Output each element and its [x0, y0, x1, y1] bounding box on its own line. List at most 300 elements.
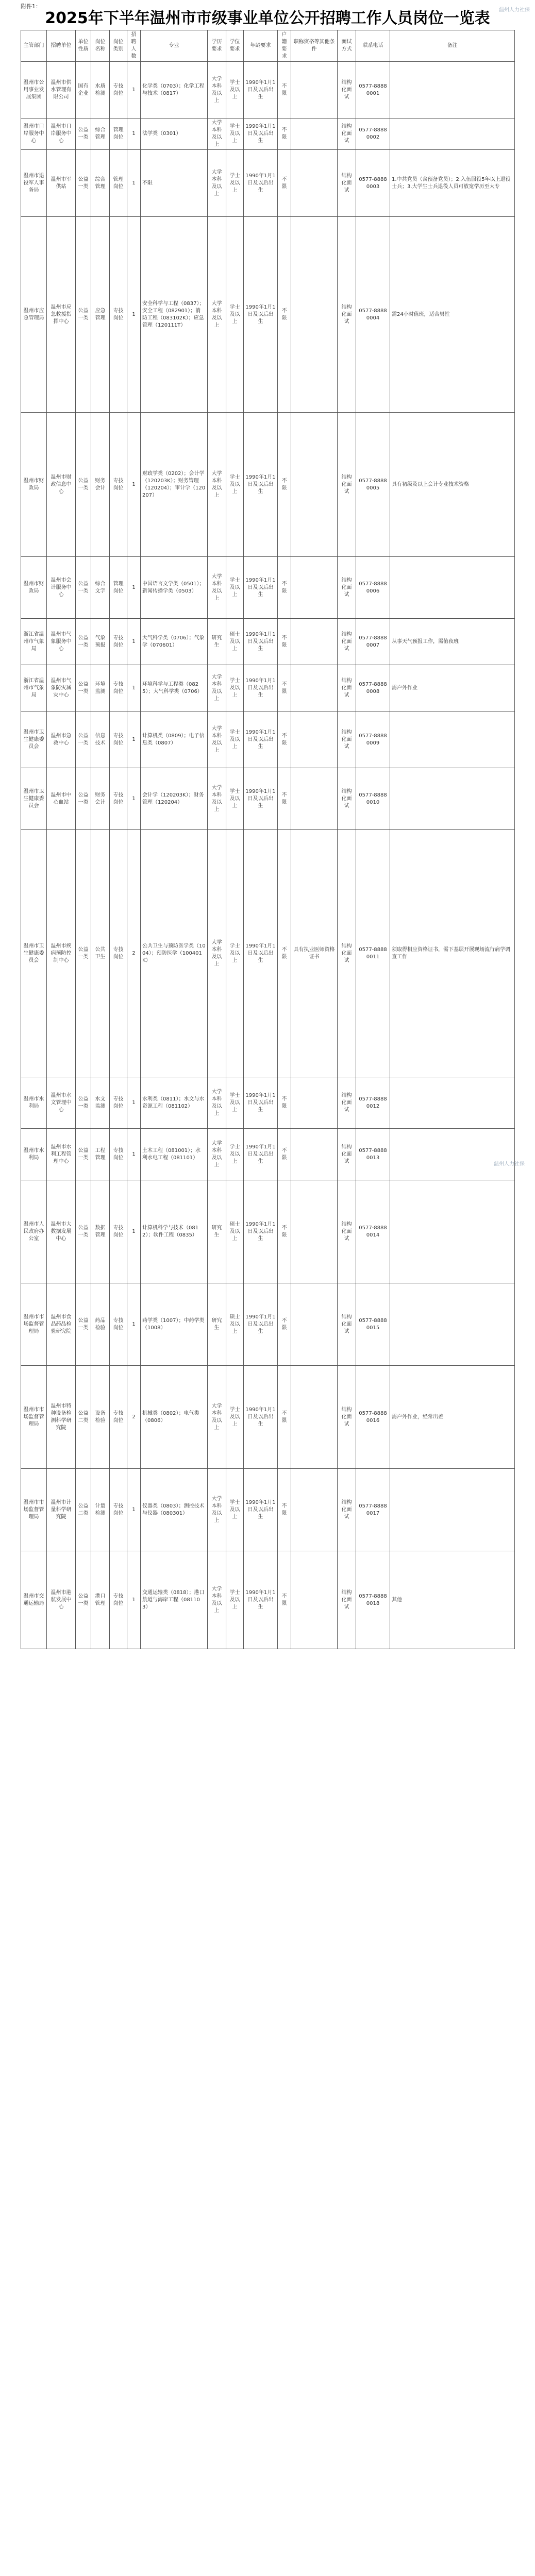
- table-cell: 1: [127, 768, 141, 830]
- table-cell: 不限: [278, 1129, 291, 1180]
- table-cell: 1: [127, 711, 141, 768]
- table-cell: 不限: [278, 768, 291, 830]
- table-cell: [291, 62, 338, 118]
- table-cell: 财务会计: [91, 413, 110, 557]
- table-cell: [390, 62, 515, 118]
- table-cell: 1990年1月1日及以后出生: [244, 1469, 278, 1551]
- table-cell: [291, 1129, 338, 1180]
- table-row: [21, 1180, 515, 1283]
- table-cell: 0577-88880009: [356, 711, 390, 768]
- table-cell: 0577-88880004: [356, 217, 390, 413]
- table-cell: 不限: [141, 150, 208, 217]
- table-cell: 0577-88880012: [356, 1077, 390, 1129]
- header-cell: 专业: [141, 30, 208, 62]
- table-cell: 专技岗位: [110, 665, 127, 711]
- table-cell: 专技岗位: [110, 1551, 127, 1649]
- table-cell: [291, 217, 338, 413]
- table-cell: 大学本科及以上: [208, 1129, 226, 1180]
- table-cell: 学士及以上: [226, 62, 244, 118]
- table-cell: 计算机科学与技术（0812）；软件工程（0835）: [141, 1180, 208, 1283]
- table-cell: [390, 1180, 515, 1283]
- table-cell: 温州市气象服务中心: [47, 619, 76, 665]
- table-cell: 0577-88880006: [356, 557, 390, 619]
- table-cell: [291, 1283, 338, 1366]
- table-cell: 不限: [278, 711, 291, 768]
- table-cell: 学士及以上: [226, 557, 244, 619]
- table-cell: 温州市急救中心: [47, 711, 76, 768]
- header-cell: 联系电话: [356, 30, 390, 62]
- table-cell: [291, 413, 338, 557]
- table-cell: 结构化面试: [338, 665, 356, 711]
- table-cell: 温州市财政局: [21, 413, 47, 557]
- table-cell: 大学本科及以上: [208, 118, 226, 150]
- table-cell: 公益二类: [76, 1366, 91, 1469]
- table-cell: 1: [127, 150, 141, 217]
- table-cell: 水文监测: [91, 1077, 110, 1129]
- table-cell: 0577-88880007: [356, 619, 390, 665]
- table-cell: 结构化面试: [338, 830, 356, 1077]
- table-row: [21, 150, 515, 217]
- table-cell: 设备检验: [91, 1366, 110, 1469]
- table-cell: 专技岗位: [110, 1077, 127, 1129]
- table-cell: 温州市财政信息中心: [47, 413, 76, 557]
- table-cell: 大学本科及以上: [208, 217, 226, 413]
- table-cell: 不限: [278, 413, 291, 557]
- table-cell: 1: [127, 665, 141, 711]
- table-cell: 1: [127, 62, 141, 118]
- table-cell: 须取得相应资格证书，需下基层开展现场流行病学调查工作: [390, 830, 515, 1077]
- table-cell: 公益一类: [76, 1129, 91, 1180]
- table-cell: 1990年1月1日及以后出生: [244, 150, 278, 217]
- table-cell: 温州市口岸服务中心: [21, 118, 47, 150]
- table-cell: 温州市水文管理中心: [47, 1077, 76, 1129]
- header-cell: 单位性质: [76, 30, 91, 62]
- table-cell: 药学类（1007）；中药学类（1008）: [141, 1283, 208, 1366]
- table-cell: 机械类（0802）；电气类（0806）: [141, 1366, 208, 1469]
- table-cell: 安全科学与工程（0837）；安全工程（082901）；消防工程（083102K）；应急管理（120111T）: [141, 217, 208, 413]
- table-cell: 1990年1月1日及以后出生: [244, 711, 278, 768]
- table-cell: 结构化面试: [338, 62, 356, 118]
- table-cell: 2: [127, 830, 141, 1077]
- table-cell: 财政学类（0202）；会计学（120203K）；财务管理（120204）；审计学（120207）: [141, 413, 208, 557]
- table-cell: 结构化面试: [338, 1077, 356, 1129]
- table-cell: 1: [127, 413, 141, 557]
- table-row: [21, 830, 515, 1077]
- header-cell: 学历要求: [208, 30, 226, 62]
- table-cell: 公益一类: [76, 619, 91, 665]
- table-row: [21, 557, 515, 619]
- table-cell: 气象预报: [91, 619, 110, 665]
- table-cell: 温州市水利局: [21, 1077, 47, 1129]
- table-cell: 1.中共党员（含预备党员）；2.入伍服役5年以上退役士兵；3.大学生士兵退役人员可放宽学历至大专: [390, 150, 515, 217]
- table-cell: 结构化面试: [338, 413, 356, 557]
- table-cell: 温州市军供站: [47, 150, 76, 217]
- table-row: [21, 768, 515, 830]
- table-cell: 温州市市场监督管理局: [21, 1366, 47, 1469]
- table-cell: 学士及以上: [226, 118, 244, 150]
- table-cell: 结构化面试: [338, 1129, 356, 1180]
- table-cell: 数据管理: [91, 1180, 110, 1283]
- table-cell: 温州市中心血站: [47, 768, 76, 830]
- table-cell: 不限: [278, 150, 291, 217]
- table-cell: 温州市气象防灾减灾中心: [47, 665, 76, 711]
- table-row: [21, 1366, 515, 1469]
- table-cell: 公共卫生与预防医学类（1004）；预防医学（100401K）: [141, 830, 208, 1077]
- table-cell: 1: [127, 118, 141, 150]
- table-cell: 不限: [278, 1283, 291, 1366]
- table-cell: 大学本科及以上: [208, 1366, 226, 1469]
- table-cell: [390, 557, 515, 619]
- table-cell: 温州市计量科学研究院: [47, 1469, 76, 1551]
- table-cell: 学士及以上: [226, 1551, 244, 1649]
- table-cell: 学士及以上: [226, 768, 244, 830]
- table-row: [21, 1077, 515, 1129]
- table-cell: 温州市疾病预防控制中心: [47, 830, 76, 1077]
- table-cell: 0577-88880018: [356, 1551, 390, 1649]
- table-cell: 学士及以上: [226, 1366, 244, 1469]
- table-cell: 温州市卫生健康委员会: [21, 768, 47, 830]
- table-cell: 公益二类: [76, 1469, 91, 1551]
- table-cell: 结构化面试: [338, 711, 356, 768]
- table-cell: 公益一类: [76, 1077, 91, 1129]
- table-cell: 温州市会计服务中心: [47, 557, 76, 619]
- table-cell: 0577-88880011: [356, 830, 390, 1077]
- table-cell: 温州市卫生健康委员会: [21, 830, 47, 1077]
- table-cell: 不限: [278, 1077, 291, 1129]
- table-cell: 学士及以上: [226, 830, 244, 1077]
- table-cell: 具有初级及以上会计专业技术资格: [390, 413, 515, 557]
- table-cell: 不限: [278, 1551, 291, 1649]
- table-cell: 1990年1月1日及以后出生: [244, 1366, 278, 1469]
- table-cell: 0577-88880016: [356, 1366, 390, 1469]
- table-cell: 药品检验: [91, 1283, 110, 1366]
- table-cell: 1: [127, 217, 141, 413]
- table-cell: 温州市应急管理局: [21, 217, 47, 413]
- table-row: [21, 1283, 515, 1366]
- table-cell: 结构化面试: [338, 217, 356, 413]
- table-cell: 不限: [278, 217, 291, 413]
- table-cell: 硕士及以上: [226, 1180, 244, 1283]
- table-cell: [291, 150, 338, 217]
- table-cell: 从事天气预报工作，需值夜班: [390, 619, 515, 665]
- table-cell: 专技岗位: [110, 413, 127, 557]
- table-cell: 1990年1月1日及以后出生: [244, 1129, 278, 1180]
- table-cell: 交通运输类（0818）；港口航道与海岸工程（081103）: [141, 1551, 208, 1649]
- table-cell: 公益一类: [76, 150, 91, 217]
- table-cell: 温州市市场监督管理局: [21, 1469, 47, 1551]
- table-cell: 专技岗位: [110, 1366, 127, 1469]
- table-cell: 1990年1月1日及以后出生: [244, 1077, 278, 1129]
- table-cell: [291, 711, 338, 768]
- table-cell: 1: [127, 1077, 141, 1129]
- table-cell: 水利类（0811）；水文与水资源工程（081102）: [141, 1077, 208, 1129]
- table-cell: 学士及以上: [226, 413, 244, 557]
- table-cell: 学士及以上: [226, 1129, 244, 1180]
- table-cell: 不限: [278, 1469, 291, 1551]
- table-cell: 结构化面试: [338, 619, 356, 665]
- header-cell: 主管部门: [21, 30, 47, 62]
- table-cell: 温州市口岸服务中心: [47, 118, 76, 150]
- table-cell: 公益一类: [76, 665, 91, 711]
- table-row: [21, 1469, 515, 1551]
- table-cell: 1990年1月1日及以后出生: [244, 413, 278, 557]
- table-cell: 大学本科及以上: [208, 1551, 226, 1649]
- table-cell: 会计学（120203K）；财务管理（120204）: [141, 768, 208, 830]
- table-cell: 管理岗位: [110, 118, 127, 150]
- table-cell: 温州市人民政府办公室: [21, 1180, 47, 1283]
- page-title: 2025年下半年温州市市级事业单位公开招聘工作人员岗位一览表: [45, 9, 490, 27]
- table-cell: 公益一类: [76, 1180, 91, 1283]
- table-cell: 1990年1月1日及以后出生: [244, 62, 278, 118]
- table-cell: 硕士及以上: [226, 1283, 244, 1366]
- table-cell: 大学本科及以上: [208, 62, 226, 118]
- table-cell: 化学类（0703）；化学工程与技术（0817）: [141, 62, 208, 118]
- table-cell: 专技岗位: [110, 1469, 127, 1551]
- table-cell: 专技岗位: [110, 830, 127, 1077]
- table-row: [21, 1129, 515, 1180]
- table-cell: 信息技术: [91, 711, 110, 768]
- table-cell: 学士及以上: [226, 150, 244, 217]
- table-cell: 研究生: [208, 1283, 226, 1366]
- table-cell: 大学本科及以上: [208, 711, 226, 768]
- table-cell: 环境监测: [91, 665, 110, 711]
- table-cell: 大学本科及以上: [208, 557, 226, 619]
- table-cell: 水质检测: [91, 62, 110, 118]
- table-row: [21, 413, 515, 557]
- table-cell: 1990年1月1日及以后出生: [244, 1551, 278, 1649]
- table-cell: 0577-88880003: [356, 150, 390, 217]
- table-header-row: [21, 30, 515, 62]
- table-cell: 大学本科及以上: [208, 1077, 226, 1129]
- table-cell: 不限: [278, 118, 291, 150]
- table-cell: [291, 1469, 338, 1551]
- table-cell: 管理岗位: [110, 557, 127, 619]
- table-cell: 不限: [278, 619, 291, 665]
- table-cell: 大气科学类（0706）；气象学（070601）: [141, 619, 208, 665]
- table-cell: 公益一类: [76, 217, 91, 413]
- table-cell: 研究生: [208, 619, 226, 665]
- table-cell: 大学本科及以上: [208, 1469, 226, 1551]
- table-cell: 浙江省温州市气象局: [21, 665, 47, 711]
- table-cell: [291, 557, 338, 619]
- table-cell: 公益一类: [76, 830, 91, 1077]
- table-row: [21, 711, 515, 768]
- table-cell: 温州市应急救援指挥中心: [47, 217, 76, 413]
- table-cell: 综合管理: [91, 118, 110, 150]
- table-row: [21, 665, 515, 711]
- table-cell: 不限: [278, 62, 291, 118]
- table-cell: 学士及以上: [226, 711, 244, 768]
- table-cell: 土木工程（081001）；水利水电工程（081101）: [141, 1129, 208, 1180]
- table-cell: 大学本科及以上: [208, 665, 226, 711]
- table-cell: 不限: [278, 830, 291, 1077]
- header-cell: 招聘人数: [127, 30, 141, 62]
- table-cell: 结构化面试: [338, 1283, 356, 1366]
- table-cell: 公益一类: [76, 1283, 91, 1366]
- table-cell: 1990年1月1日及以后出生: [244, 665, 278, 711]
- table-cell: 1990年1月1日及以后出生: [244, 217, 278, 413]
- table-cell: 0577-88880017: [356, 1469, 390, 1551]
- table-cell: 温州市水利局: [21, 1129, 47, 1180]
- table-cell: 1990年1月1日及以后出生: [244, 118, 278, 150]
- table-cell: [390, 118, 515, 150]
- table-cell: 不限: [278, 1366, 291, 1469]
- table-cell: 应急管理: [91, 217, 110, 413]
- table-cell: 公益一类: [76, 768, 91, 830]
- watermark: 温州人力社保: [494, 1161, 525, 1167]
- table-cell: 公共卫生: [91, 830, 110, 1077]
- table-cell: 结构化面试: [338, 1551, 356, 1649]
- table-row: [21, 62, 515, 118]
- table-cell: 不限: [278, 557, 291, 619]
- table-cell: 温州市市场监督管理局: [21, 1283, 47, 1366]
- table-cell: 0577-88880010: [356, 768, 390, 830]
- table-cell: 专技岗位: [110, 619, 127, 665]
- table-cell: 结构化面试: [338, 1180, 356, 1283]
- table-cell: 仪器类（0803）；测控技术与仪器（080301）: [141, 1469, 208, 1551]
- table-cell: 学士及以上: [226, 1077, 244, 1129]
- table-cell: 1990年1月1日及以后出生: [244, 768, 278, 830]
- table-row: [21, 217, 515, 413]
- table-cell: 1: [127, 1180, 141, 1283]
- table-cell: [291, 619, 338, 665]
- table-cell: 专技岗位: [110, 62, 127, 118]
- table-cell: 需户外作业: [390, 665, 515, 711]
- table-cell: 温州市财政局: [21, 557, 47, 619]
- table-cell: 学士及以上: [226, 1469, 244, 1551]
- table-cell: 大学本科及以上: [208, 768, 226, 830]
- table-cell: 大学本科及以上: [208, 150, 226, 217]
- table-cell: 财务会计: [91, 768, 110, 830]
- table-cell: 法学类（0301）: [141, 118, 208, 150]
- table-cell: 1: [127, 1283, 141, 1366]
- table-cell: 温州市供水管理有限公司: [47, 62, 76, 118]
- table-cell: [291, 665, 338, 711]
- table-cell: 计量检测: [91, 1469, 110, 1551]
- table-cell: 公益一类: [76, 711, 91, 768]
- table-cell: 1: [127, 1129, 141, 1180]
- table-cell: 研究生: [208, 1180, 226, 1283]
- table-cell: 专技岗位: [110, 1129, 127, 1180]
- table-row: [21, 118, 515, 150]
- header-cell: 职称资格等其他条件: [291, 30, 338, 62]
- table-row: [21, 619, 515, 665]
- table-cell: [390, 1129, 515, 1180]
- watermark: 温州人力社保: [499, 7, 530, 13]
- table-cell: 结构化面试: [338, 150, 356, 217]
- table-cell: 1990年1月1日及以后出生: [244, 830, 278, 1077]
- table-cell: 结构化面试: [338, 118, 356, 150]
- table-cell: 1990年1月1日及以后出生: [244, 1180, 278, 1283]
- table-cell: 1: [127, 557, 141, 619]
- table-cell: [291, 768, 338, 830]
- table-cell: 温州市港航发展中心: [47, 1551, 76, 1649]
- table-cell: 专技岗位: [110, 768, 127, 830]
- header-cell: 户籍要求: [278, 30, 291, 62]
- header-cell: 招聘单位: [47, 30, 76, 62]
- table-cell: 0577-88880015: [356, 1283, 390, 1366]
- table-cell: 中国语言文学类（0501）；新闻传播学类（0503）: [141, 557, 208, 619]
- table-cell: 具有执业医师资格证书: [291, 830, 338, 1077]
- table-cell: 浙江省温州市气象局: [21, 619, 47, 665]
- table-cell: 0577-88880013: [356, 1129, 390, 1180]
- table-cell: 大学本科及以上: [208, 830, 226, 1077]
- table-cell: [390, 711, 515, 768]
- table-cell: [390, 1283, 515, 1366]
- table-cell: 公益一类: [76, 557, 91, 619]
- table-cell: 结构化面试: [338, 557, 356, 619]
- table-cell: 公益一类: [76, 413, 91, 557]
- table-cell: [291, 118, 338, 150]
- table-cell: 国有企业: [76, 62, 91, 118]
- table-cell: 1990年1月1日及以后出生: [244, 1283, 278, 1366]
- table-cell: [291, 1366, 338, 1469]
- table-cell: [291, 1551, 338, 1649]
- table-cell: 需24小时值班，适合男性: [390, 217, 515, 413]
- table-cell: 专技岗位: [110, 1283, 127, 1366]
- table-cell: 综合文字: [91, 557, 110, 619]
- table-cell: 2: [127, 1366, 141, 1469]
- table-cell: 其他: [390, 1551, 515, 1649]
- table-cell: 计算机类（0809）；电子信息类（0807）: [141, 711, 208, 768]
- table-cell: 温州市交通运输局: [21, 1551, 47, 1649]
- table-cell: 不限: [278, 1180, 291, 1283]
- table-cell: 1: [127, 1469, 141, 1551]
- table-cell: 温州市食品药品检验研究院: [47, 1283, 76, 1366]
- table-cell: 硕士及以上: [226, 619, 244, 665]
- attachment-label: 附件1：: [21, 3, 41, 10]
- table-cell: 不限: [278, 665, 291, 711]
- header-cell: 学位要求: [226, 30, 244, 62]
- table-cell: 工程管理: [91, 1129, 110, 1180]
- table-cell: 专技岗位: [110, 1180, 127, 1283]
- table-cell: 0577-88880002: [356, 118, 390, 150]
- table-cell: [390, 1469, 515, 1551]
- table-cell: [291, 1077, 338, 1129]
- table-cell: 环境科学与工程类（0825）；大气科学类（0706）: [141, 665, 208, 711]
- table-cell: 温州市特种设备检测科学研究院: [47, 1366, 76, 1469]
- table-cell: [291, 1180, 338, 1283]
- table-cell: 1990年1月1日及以后出生: [244, 557, 278, 619]
- table-cell: 1990年1月1日及以后出生: [244, 619, 278, 665]
- table-cell: 综合管理: [91, 150, 110, 217]
- job-positions-table: [21, 30, 515, 1649]
- table-row: [21, 1551, 515, 1649]
- table-cell: 1: [127, 619, 141, 665]
- table-cell: 0577-88880008: [356, 665, 390, 711]
- table-cell: 温州市公用事业发展集团: [21, 62, 47, 118]
- table-cell: 1: [127, 1551, 141, 1649]
- table-cell: 结构化面试: [338, 1469, 356, 1551]
- table-cell: 温州市退役军人事务局: [21, 150, 47, 217]
- table-cell: 学士及以上: [226, 217, 244, 413]
- header-cell: 年龄要求: [244, 30, 278, 62]
- header-cell: 备注: [390, 30, 515, 62]
- header-cell: 面试方式: [338, 30, 356, 62]
- table-cell: 0577-88880005: [356, 413, 390, 557]
- table-cell: 0577-88880001: [356, 62, 390, 118]
- table-cell: [390, 1077, 515, 1129]
- table-cell: 温州市水利工程管理中心: [47, 1129, 76, 1180]
- table-cell: 公益一类: [76, 118, 91, 150]
- table-cell: 温州市大数据发展中心: [47, 1180, 76, 1283]
- table-cell: 需户外作业，经常出差: [390, 1366, 515, 1469]
- header-cell: 岗位类别: [110, 30, 127, 62]
- table-cell: 专技岗位: [110, 217, 127, 413]
- table-cell: 大学本科及以上: [208, 413, 226, 557]
- table-cell: 结构化面试: [338, 1366, 356, 1469]
- table-cell: 公益一类: [76, 1551, 91, 1649]
